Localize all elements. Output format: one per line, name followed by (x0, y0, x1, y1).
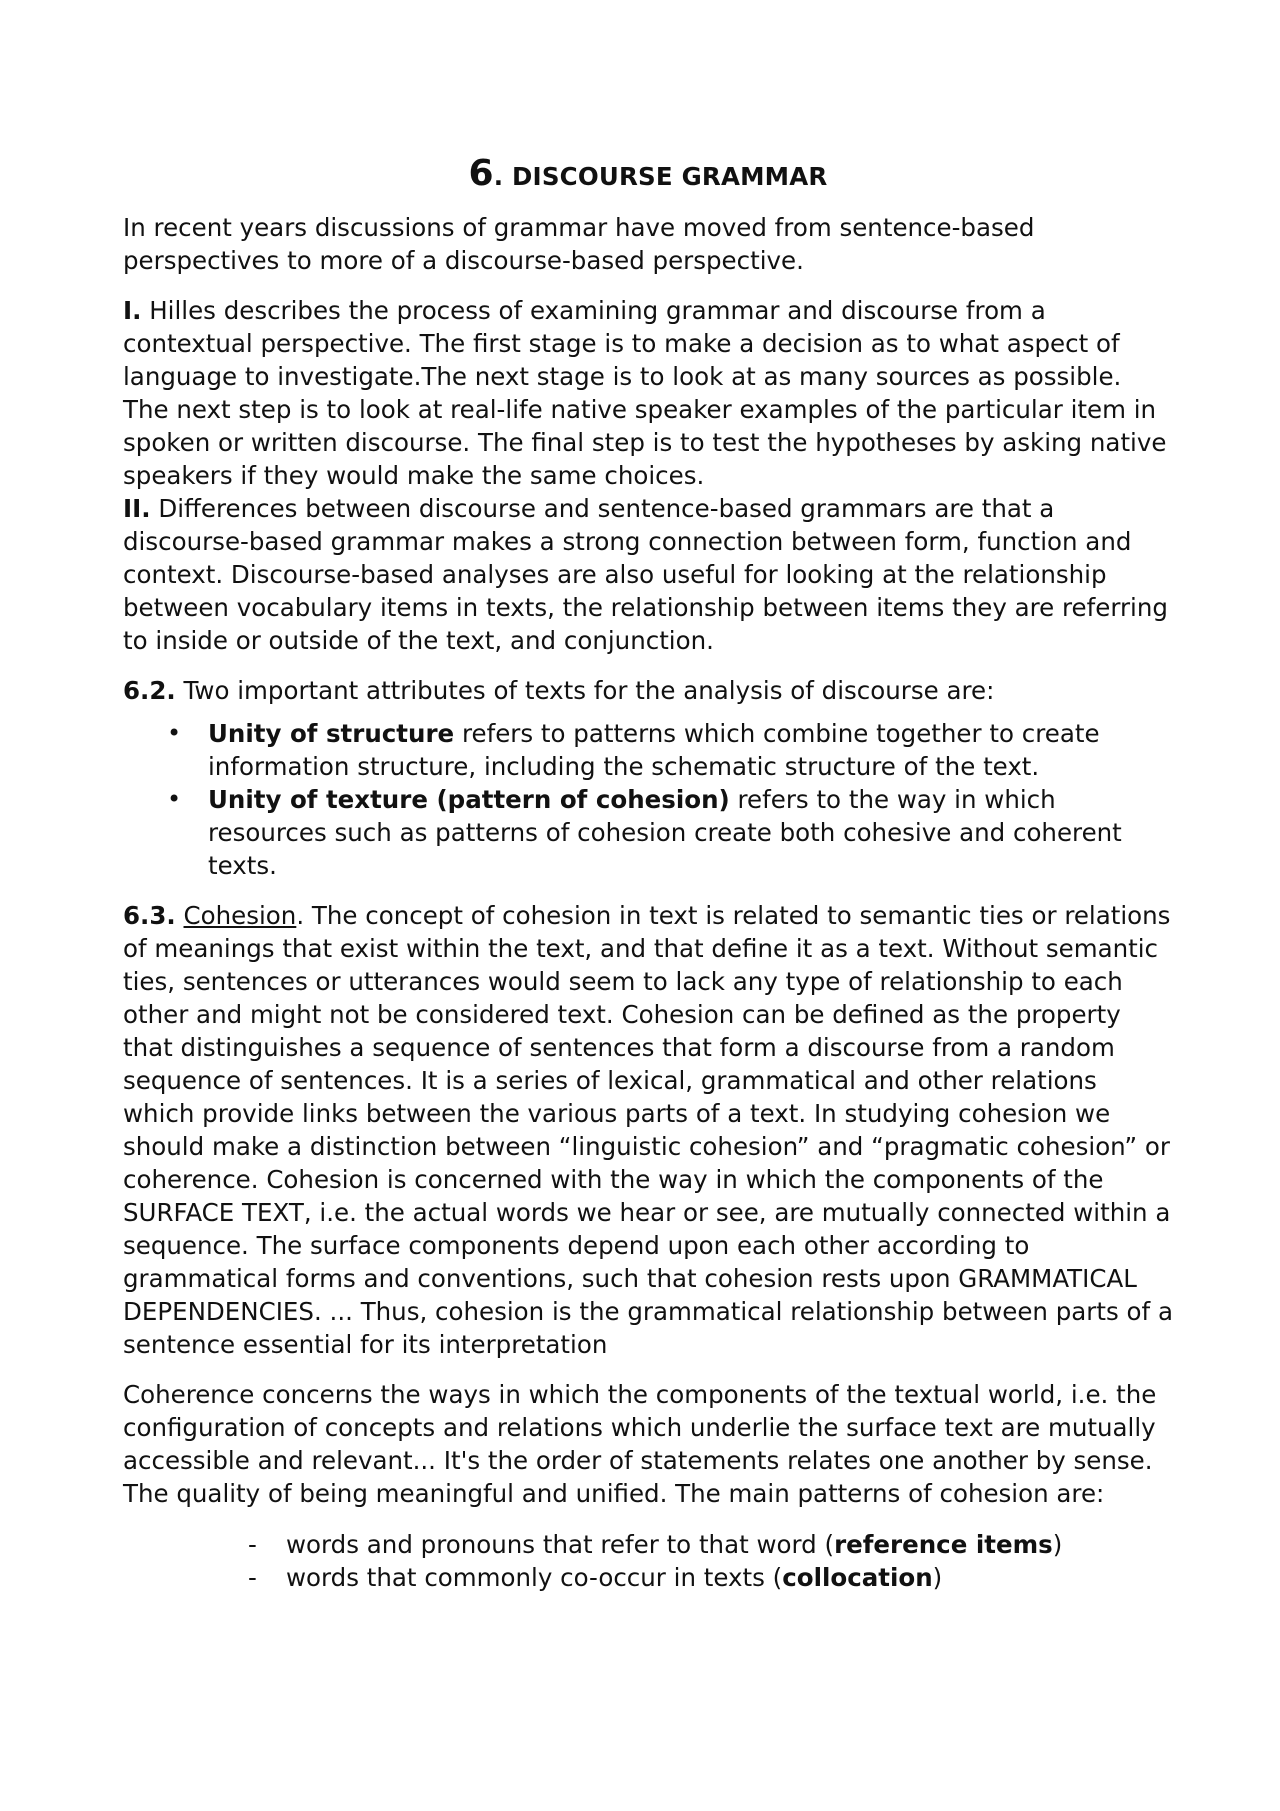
section-6-2-label: 6.2. (123, 676, 176, 705)
dash-marker: - (248, 1563, 257, 1592)
document-page (123, 150, 1173, 1594)
list-item: - words and pronouns that refer to that word (reference items) (248, 1530, 1063, 1559)
coherence-paragraph: Coherence concerns the ways in which the components of the textual world, i.e. the configuration of concepts and relations which underlie the surface text are mutually accessible and relevant... It's the order of statements relates one another by sense. The quality of being meaningful and unified. The main patterns of cohesion are: (123, 1380, 1157, 1508)
section-6-2-text: Two important attributes of texts for the analysis of discourse are: (175, 676, 995, 705)
title-text: . DISCOURSE GRAMMAR (493, 162, 828, 191)
section-2-label: II. (123, 494, 151, 523)
page-title (123, 150, 1173, 201)
dash-marker: - (248, 1530, 257, 1559)
list-item: - words that commonly co-occur in texts (collocation) (248, 1563, 943, 1592)
section-1-text: Hilles describes the process of examining grammar and discourse from a contextual perspective. The first stage is to make a decision as to what aspect of language to investigate.The next stage is to look at as many sources as possible. The next step is to look at real-life native speaker examples of the particular item in spoken or written discourse. The final step is to test the hypotheses by asking native speakers if they would make the same choices. (123, 296, 1167, 490)
list-item-term: reference items (834, 1530, 1053, 1559)
title-number: 6 (468, 153, 494, 194)
section-2-text: Differences between discourse and sentence-based grammars are that a discourse-based grammar makes a strong connection between form, function and context. Discourse-based analyses are also useful for looking at the relationship between vocabulary items in texts, the relationship between items they are referring to inside or outside of the text, and conjunction. (123, 494, 1168, 655)
list-item-text: words and pronouns that refer to that word ( (286, 1530, 835, 1559)
list-item-term: collocation (782, 1563, 933, 1592)
list-item (123, 783, 1173, 882)
list-item-text: refers to the way in which resources such as patterns of cohesion create both cohesive and coherent texts. (208, 785, 1122, 880)
section-6-3-label: 6.3. (123, 901, 176, 930)
list-item-term: Unity of structure (208, 719, 455, 748)
cohesion-term: Cohesion (183, 901, 297, 930)
list-item-term: Unity of texture (pattern of cohesion) (208, 785, 730, 814)
section-2-paragraph (123, 492, 1173, 657)
list-item (123, 717, 1173, 783)
bullet-marker: • (167, 785, 182, 813)
list-item-text: words that commonly co-occur in texts ( (286, 1563, 783, 1592)
bullet-marker: • (167, 719, 182, 747)
section-1-label: I. (123, 296, 142, 325)
attributes-list (123, 717, 1173, 882)
section-6-2-paragraph (123, 674, 1173, 707)
cohesion-patterns-list (123, 1528, 1173, 1594)
list-item-text: refers to patterns which combine together to create information structure, including the schematic structure of the text. (208, 719, 1100, 781)
section-6-3-text: . The concept of cohesion in text is related to semantic ties or relations of meanings that exist within the text, and that define it as a text. Without semantic ties, sentences or utterances would seem to lack any type of relationship to each other and might not be considered text. Cohesion can be defined as the property that distinguishes a sequence of sentences that form a discourse from a random sequence of sentences. It is a series of lexical, grammatical and other relations which provide links between the various parts of a text. In studying cohesion we should make a distinction between “linguistic cohesion” and “pragmatic cohesion” or coherence. Cohesion is concerned with the way in which the components of the SURFACE TEXT, i.e. the actual words we hear or see, are mutually connected within a sequence. The surface components depend upon each other according to grammatical forms and conventions, such that cohesion rests upon GRAMMATICAL DEPENDENCIES. ... Thus, cohesion is the grammatical relationship between parts of a sentence essential for its interpretation (123, 901, 1173, 1359)
section-6-3-paragraph (123, 899, 1173, 1361)
intro-paragraph: In recent years discussions of grammar have moved from sentence-based perspectives to more of a discourse-based perspective. (123, 213, 1035, 275)
section-1-paragraph (123, 294, 1173, 492)
